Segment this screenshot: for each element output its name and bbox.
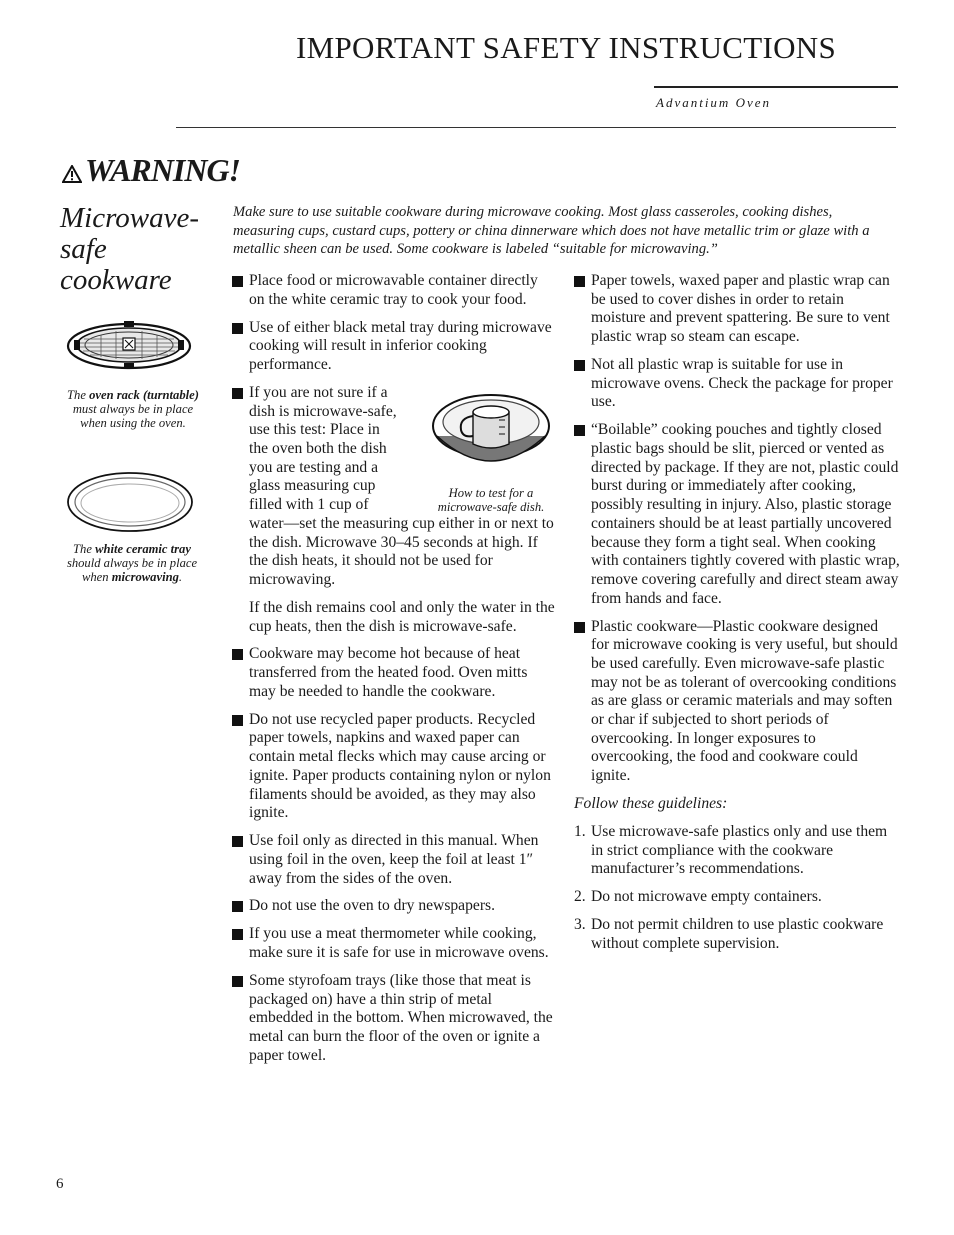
guideline-item bbox=[574, 916, 900, 953]
caption-bold-text: white ceramic tray bbox=[95, 542, 191, 556]
list-item bbox=[232, 897, 557, 916]
guidelines-heading: Follow these guidelines: bbox=[574, 795, 728, 813]
measuring-cup-in-dish-illustration bbox=[403, 384, 563, 476]
caption-text: The bbox=[73, 542, 96, 556]
list-item-text: If you use a meat thermometer while cooking, make sure it is safe for use in microwave ovens. bbox=[249, 925, 549, 961]
guideline-text: Do not permit children to use plastic cookware without complete supervision. bbox=[591, 916, 884, 952]
guideline-item bbox=[574, 823, 900, 879]
list-item bbox=[232, 319, 557, 375]
section-heading-line: Microwave- bbox=[60, 202, 200, 234]
bullet-square-icon bbox=[232, 836, 243, 847]
page-title: IMPORTANT SAFETY INSTRUCTIONS bbox=[296, 30, 837, 65]
list-item bbox=[574, 356, 900, 412]
list-item-text: Some styrofoam trays (like those that meat is packaged on) have a thin strip of metal embedded in the bottom. When microwaved, the metal can burn the floor of the oven or ignite a paper towel. bbox=[249, 971, 553, 1064]
list-item-text: Do not use recycled paper products. Recycled paper towels, napkins and waxed paper can contain metal flecks which may cause arcing or ignite. Paper products containing nylon or nylon filaments should be avoided, as they may also ignite. bbox=[249, 710, 551, 822]
measuring-cup-figure bbox=[403, 384, 563, 514]
list-item-text: Place food or microwavable container directly on the white ceramic tray to cook your food. bbox=[249, 272, 538, 308]
guideline-number: 3. bbox=[574, 916, 586, 934]
caption-bold-text: oven rack (turntable) bbox=[89, 388, 199, 402]
warning-heading bbox=[62, 152, 240, 189]
list-item-text: Do not use the oven to dry newspapers. bbox=[249, 897, 495, 915]
section-heading-line: safe bbox=[60, 233, 107, 265]
list-item bbox=[574, 618, 900, 786]
guideline-number: 1. bbox=[574, 822, 586, 840]
header-rule-long bbox=[176, 127, 896, 128]
list-item-text: Use of either black metal tray during microwave cooking will result in inferior cooking performance. bbox=[249, 318, 552, 373]
warning-label: WARNING! bbox=[85, 152, 240, 188]
bullet-square-icon bbox=[574, 622, 585, 633]
list-item bbox=[232, 711, 557, 823]
instructions-column-left bbox=[232, 272, 557, 1075]
list-item-text: Cookware may become hot because of heat transferred from the heated food. Oven mitts may be needed to handle the cookware. bbox=[249, 645, 528, 700]
bullet-square-icon bbox=[232, 901, 243, 912]
bullet-square-icon bbox=[232, 649, 243, 660]
section-heading bbox=[60, 203, 230, 296]
ceramic-tray-illustration bbox=[66, 471, 194, 533]
guideline-item bbox=[574, 888, 900, 907]
guideline-number: 2. bbox=[574, 888, 586, 906]
guideline-text: Do not microwave empty containers. bbox=[591, 888, 822, 906]
guideline-text: Use microwave-safe plastics only and use them in strict compliance with the cookware manufacturer’s recommendations. bbox=[591, 822, 888, 878]
bullet-square-icon bbox=[574, 360, 585, 371]
oven-rack-caption bbox=[58, 388, 208, 430]
measuring-cup-caption: How to test for a microwave-safe dish. bbox=[437, 485, 545, 514]
list-item bbox=[232, 832, 557, 888]
list-item bbox=[232, 272, 557, 309]
caption-text: should always be in place when bbox=[66, 556, 198, 584]
bullet-square-icon bbox=[232, 323, 243, 334]
bullet-square-icon bbox=[232, 388, 243, 399]
section-intro: Make sure to use suitable cookware during microwave cooking. Most glass casseroles, cooking dishes, measuring cups, custard cups, pottery or china dinnerware which does not have metallic trim or glaze with a metallic sheen can be used. Some cookware is labeled “suitable for microwaving.” bbox=[233, 204, 870, 257]
list-item-text: Paper towels, waxed paper and plastic wrap can be used to cover dishes in order to retain moisture and prevent spattering. Be sure to vent plastic wrap so steam can escape. bbox=[591, 272, 890, 346]
bullet-square-icon bbox=[232, 276, 243, 287]
bullet-square-icon bbox=[574, 425, 585, 436]
list-item-text: Not all plastic wrap is suitable for use in microwave ovens. Check the package for proper use. bbox=[591, 356, 893, 411]
list-item bbox=[232, 384, 557, 590]
section-heading-line: cookware bbox=[60, 264, 172, 296]
caption-bold-text: microwaving bbox=[111, 570, 179, 584]
bullet-square-icon bbox=[232, 976, 243, 987]
bullet-square-icon bbox=[232, 929, 243, 940]
ceramic-tray-caption bbox=[56, 542, 208, 584]
caption-text: must always be in place when using the oven. bbox=[72, 402, 194, 430]
instructions-column-right bbox=[574, 272, 900, 963]
bullet-square-icon bbox=[574, 276, 585, 287]
product-subtitle: Advantium Oven bbox=[656, 95, 772, 110]
paragraph: If the dish remains cool and only the water in the cup heats, then the dish is microwave-safe. bbox=[249, 598, 555, 635]
list-item bbox=[232, 925, 557, 962]
list-item-text: Use foil only as directed in this manual. When using foil in the oven, keep the foil at least 1″ away from the sides of the oven. bbox=[249, 832, 539, 887]
caption-text: . bbox=[178, 570, 183, 584]
list-item-text: If you are not sure if a dish is microwave-safe, use this test: Place in the oven both the dish you are testing and a glass measuring cup filled with 1 cup of water—set the measuring cup either in or next to the dish. Microwave 30–45 seconds at high. If the dish heats, it should not be used for microwaving. bbox=[249, 383, 554, 588]
list-item bbox=[574, 421, 900, 608]
list-item-text: Plastic cookware—Plastic cookware designed for microwave cooking is very useful, but should be used carefully. Even microwave-safe plastic may not be as tolerant of overcooking conditions as are glass or ceramic materials and may soften or char if subjected to short periods of overcooking. In longer exposures to overcooking, the food and cookware could ignite. bbox=[591, 617, 898, 785]
warning-triangle-icon bbox=[62, 165, 82, 183]
page-number: 6 bbox=[56, 1176, 64, 1192]
header-rule-short bbox=[654, 86, 898, 88]
caption-text: The bbox=[67, 388, 90, 402]
list-item bbox=[232, 972, 557, 1066]
oven-rack-illustration bbox=[66, 318, 192, 370]
list-item bbox=[574, 272, 900, 347]
list-item-text: “Boilable” cooking pouches and tightly closed plastic bags should be slit, pierced or vented as directed by package. If they are not, plastic could burst during or immediately after cooking, possibly resulting in injury. Also, plastic storage containers should be at least partially uncovered because they form a tight seal. When cooking with containers tightly covered with plastic wrap, remove covering carefully and direct steam away from hands and face. bbox=[591, 421, 900, 607]
bullet-square-icon bbox=[232, 715, 243, 726]
list-item bbox=[232, 645, 557, 701]
